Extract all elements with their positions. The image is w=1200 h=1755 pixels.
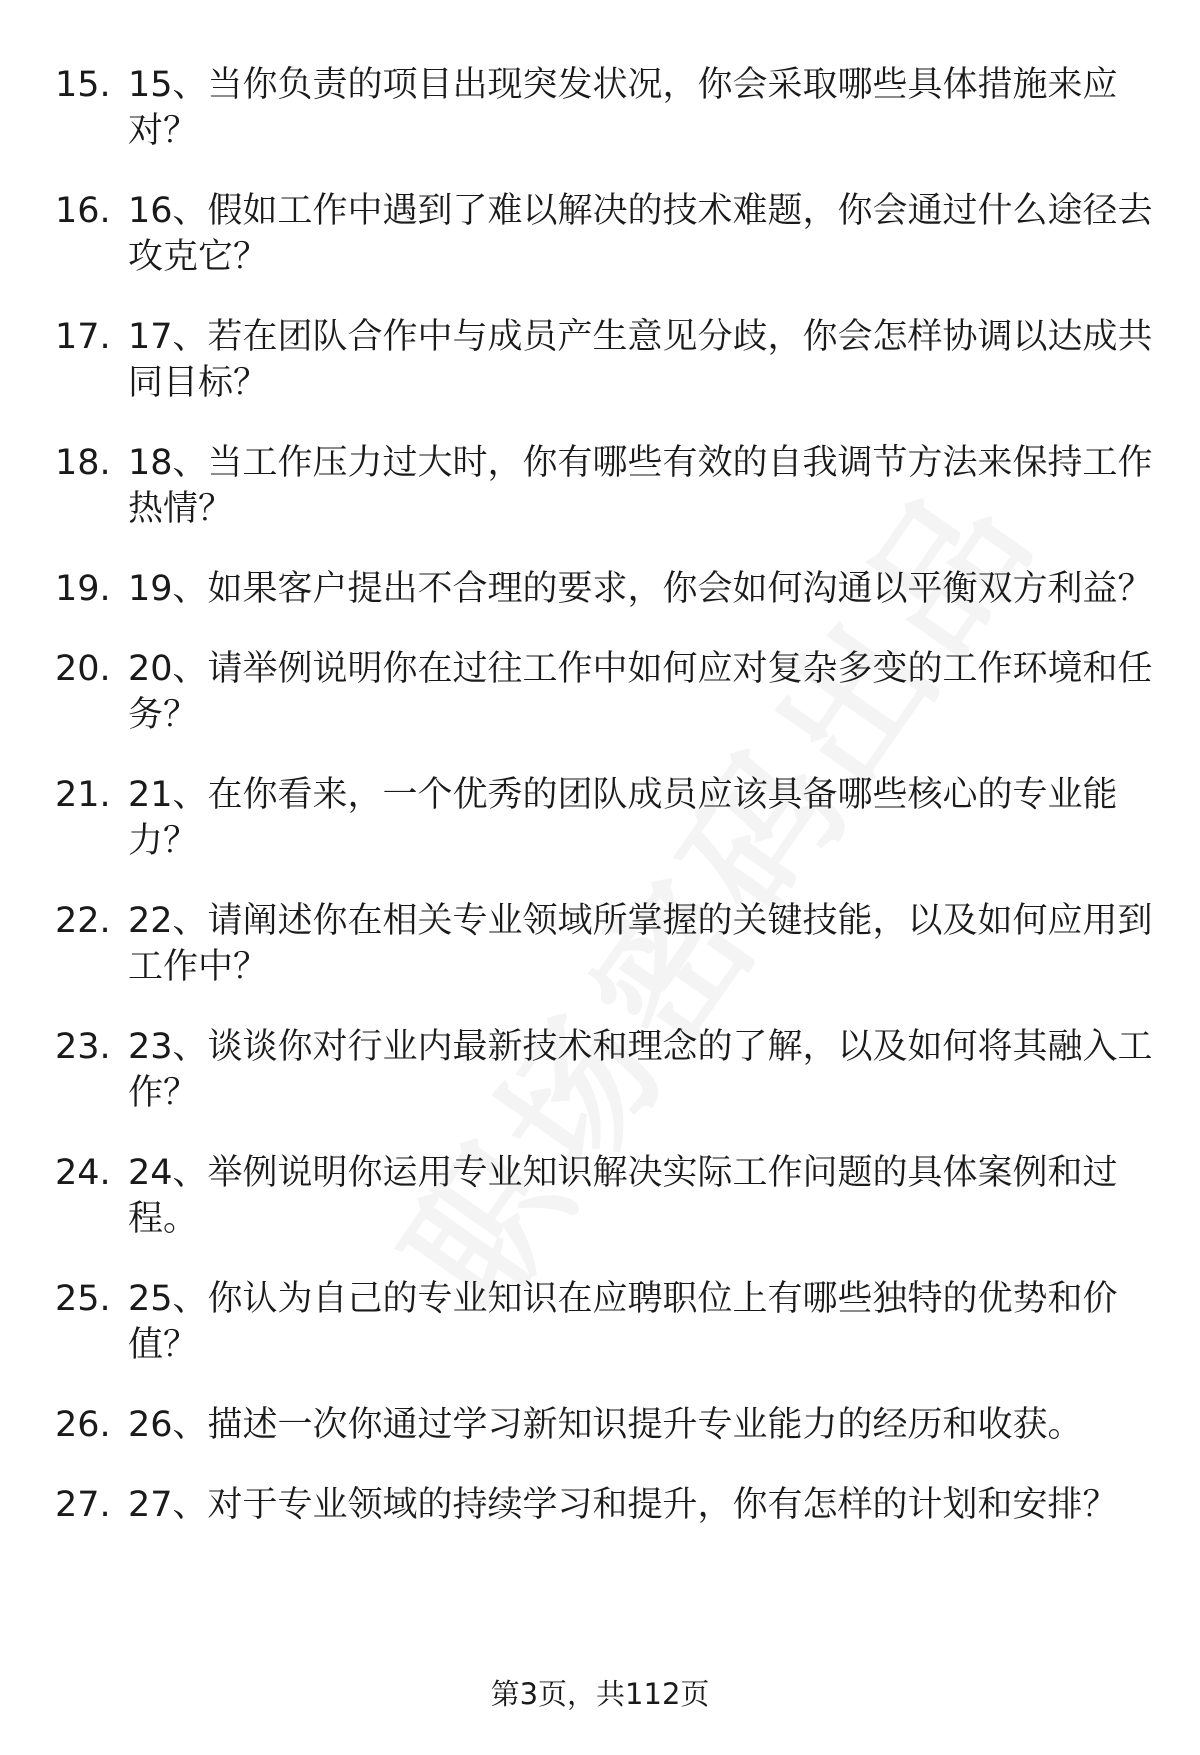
question-text: 15、当你负责的项目出现突发状况，你会采取哪些具体措施来应对？ bbox=[128, 65, 1118, 151]
question-number: 27. bbox=[55, 1485, 111, 1525]
question-number: 20. bbox=[55, 649, 111, 689]
list-item bbox=[55, 1402, 1155, 1448]
question-text: 23、谈谈你对行业内最新技术和理念的了解，以及如何将其融入工作？ bbox=[128, 1027, 1153, 1113]
question-text: 21、在你看来，一个优秀的团队成员应该具备哪些核心的专业能力？ bbox=[128, 775, 1118, 861]
question-number: 16. bbox=[55, 191, 111, 231]
question-text: 25、你认为自己的专业知识在应聘职位上有哪些独特的优势和价值？ bbox=[128, 1279, 1118, 1365]
list-item bbox=[55, 1150, 1155, 1242]
list-item bbox=[55, 772, 1155, 864]
question-text: 18、当工作压力过大时，你有哪些有效的自我调节方法来保持工作热情？ bbox=[128, 443, 1153, 529]
question-list bbox=[55, 62, 1155, 1562]
question-text: 19、如果客户提出不合理的要求，你会如何沟通以平衡双方利益？ bbox=[128, 569, 1153, 609]
question-number: 22. bbox=[55, 901, 111, 941]
question-text: 20、请举例说明你在过往工作中如何应对复杂多变的工作环境和任务？ bbox=[128, 649, 1153, 735]
list-item bbox=[55, 646, 1155, 738]
list-item bbox=[55, 314, 1155, 406]
list-item bbox=[55, 1024, 1155, 1116]
question-text: 26、描述一次你通过学习新知识提升专业能力的经历和收获。 bbox=[128, 1405, 1083, 1445]
question-text: 22、请阐述你在相关专业领域所掌握的关键技能，以及如何应用到工作中？ bbox=[128, 901, 1153, 987]
question-text: 27、对于专业领域的持续学习和提升，你有怎样的计划和安排？ bbox=[128, 1485, 1118, 1525]
question-number: 21. bbox=[55, 775, 111, 815]
list-item bbox=[55, 440, 1155, 532]
question-number: 25. bbox=[55, 1279, 111, 1319]
list-item bbox=[55, 1482, 1155, 1528]
list-item bbox=[55, 1276, 1155, 1368]
question-text: 17、若在团队合作中与成员产生意见分歧，你会怎样协调以达成共同目标？ bbox=[128, 317, 1153, 403]
question-number: 23. bbox=[55, 1027, 111, 1067]
question-text: 24、举例说明你运用专业知识解决实际工作问题的具体案例和过程。 bbox=[128, 1153, 1118, 1239]
list-item bbox=[55, 566, 1155, 612]
list-item bbox=[55, 62, 1155, 154]
question-number: 17. bbox=[55, 317, 111, 357]
question-number: 19. bbox=[55, 569, 111, 609]
question-number: 18. bbox=[55, 443, 111, 483]
list-item bbox=[55, 188, 1155, 280]
question-number: 24. bbox=[55, 1153, 111, 1193]
page-footer: 第3页，共112页 bbox=[490, 1677, 710, 1711]
question-text: 16、假如工作中遇到了难以解决的技术难题，你会通过什么途径去攻克它？ bbox=[128, 191, 1153, 277]
question-number: 26. bbox=[55, 1405, 111, 1445]
list-item bbox=[55, 898, 1155, 990]
question-number: 15. bbox=[55, 65, 111, 105]
